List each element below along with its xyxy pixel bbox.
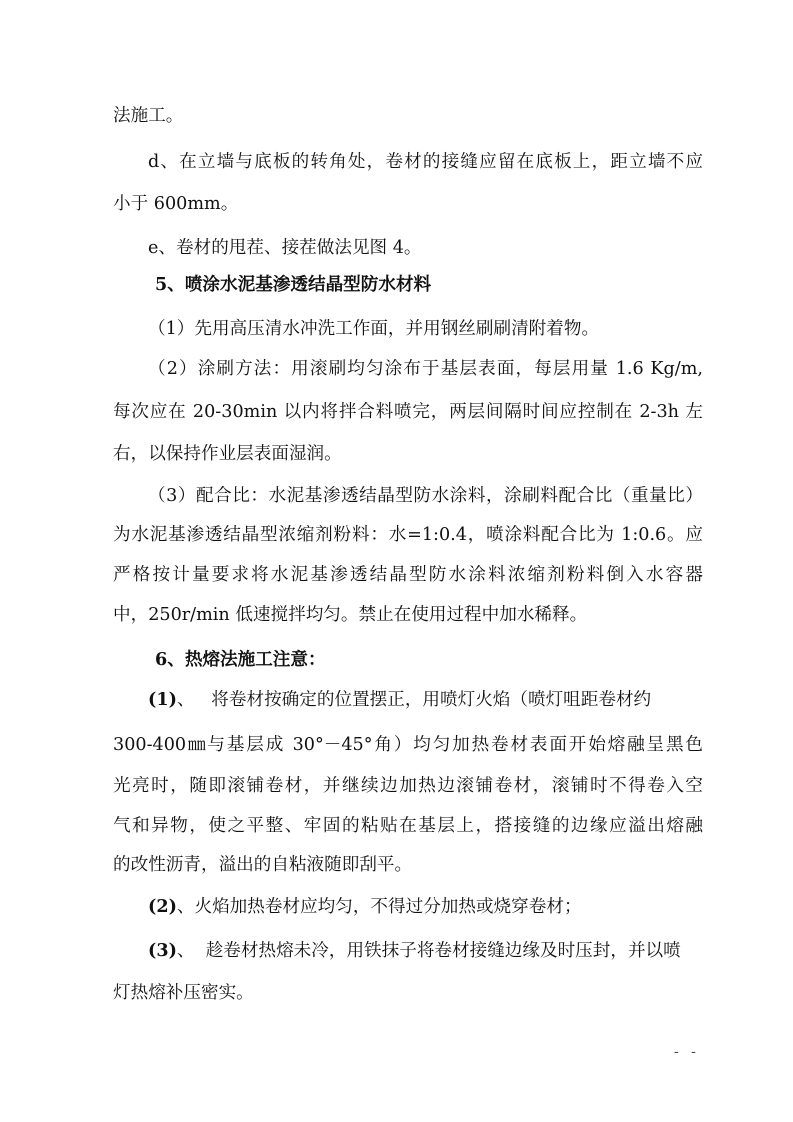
paragraph-line: e、卷材的甩茬、接茬做法见图 4。	[148, 238, 422, 258]
paragraph-line: 小于 600mm。	[113, 194, 239, 214]
paragraph-line: 法施工。	[113, 106, 184, 126]
paragraph-line: 严格按计量要求将水泥基渗透结晶型防水涂料浓缩剂粉料倒入水容器	[113, 565, 703, 585]
section-heading: 6、热熔法施工注意：	[155, 649, 326, 670]
paragraph-line: 的改性沥青，溢出的自粘液随即刮平。	[113, 855, 413, 875]
list-item-3	[148, 939, 703, 963]
item-number: (2)	[148, 896, 177, 917]
paragraph-line: 中，250r/min 低速搅拌均匀。禁止在使用过程中加水稀释。	[113, 605, 588, 625]
section-heading: 5、喷涂水泥基渗透结晶型防水材料	[155, 274, 432, 295]
item-text: 趁卷材热熔未冷，用铁抹子将卷材接缝边缘及时压封，并以喷	[205, 941, 681, 961]
paragraph-line: （3）配合比：水泥基渗透结晶型防水涂料，涂刷料配合比（重量比）	[148, 486, 703, 506]
item-text: 、火焰加热卷材应均匀，不得过分加热或烧穿卷材；	[176, 897, 582, 917]
list-item-2	[148, 895, 703, 919]
paragraph-line: 为水泥基渗透结晶型浓缩剂粉料：水=1:0.4，喷涂料配合比为 1:0.6。应	[113, 525, 703, 545]
paragraph-line: （2）涂刷方法：用滚刷均匀涂布于基层表面，每层用量 1.6 Kg/m,	[148, 359, 703, 379]
item-text: 将卷材按确定的位置摆正，用喷灯火焰（喷灯咀距卷材约	[211, 690, 652, 710]
paragraph-line: 气和异物，使之平整、牢固的粘贴在基层上，搭接缝的边缘应溢出熔融	[113, 816, 703, 836]
paragraph-line: （1）先用高压清水冲洗工作面，并用钢丝刷刷清附着物。	[148, 319, 600, 339]
item-number: (3)	[148, 940, 177, 961]
paragraph-line: 灯热熔补压密实。	[113, 983, 254, 1003]
paragraph-line: 300-400㎜与基层成 30°－45°角）均匀加热卷材表面开始熔融呈黑色	[113, 735, 703, 755]
item-separator: 、	[176, 690, 195, 710]
paragraph-line: 右，以保持作业层表面湿润。	[113, 444, 342, 464]
paragraph-line: 每次应在 20-30min 以内将拌合料喷完，两层间隔时间应控制在 2-3h 左	[113, 402, 703, 422]
item-separator: 、	[176, 941, 195, 961]
item-number: (1)	[148, 689, 177, 710]
paragraph-line: d、在立墙与底板的转角处，卷材的接缝应留在底板上，距立墙不应	[148, 152, 703, 172]
list-item-1	[148, 688, 703, 712]
paragraph-line: 光亮时，随即滚铺卷材，并继续边加热边滚铺卷材，滚铺时不得卷入空	[113, 776, 703, 796]
page-footer: - -	[674, 1044, 700, 1060]
